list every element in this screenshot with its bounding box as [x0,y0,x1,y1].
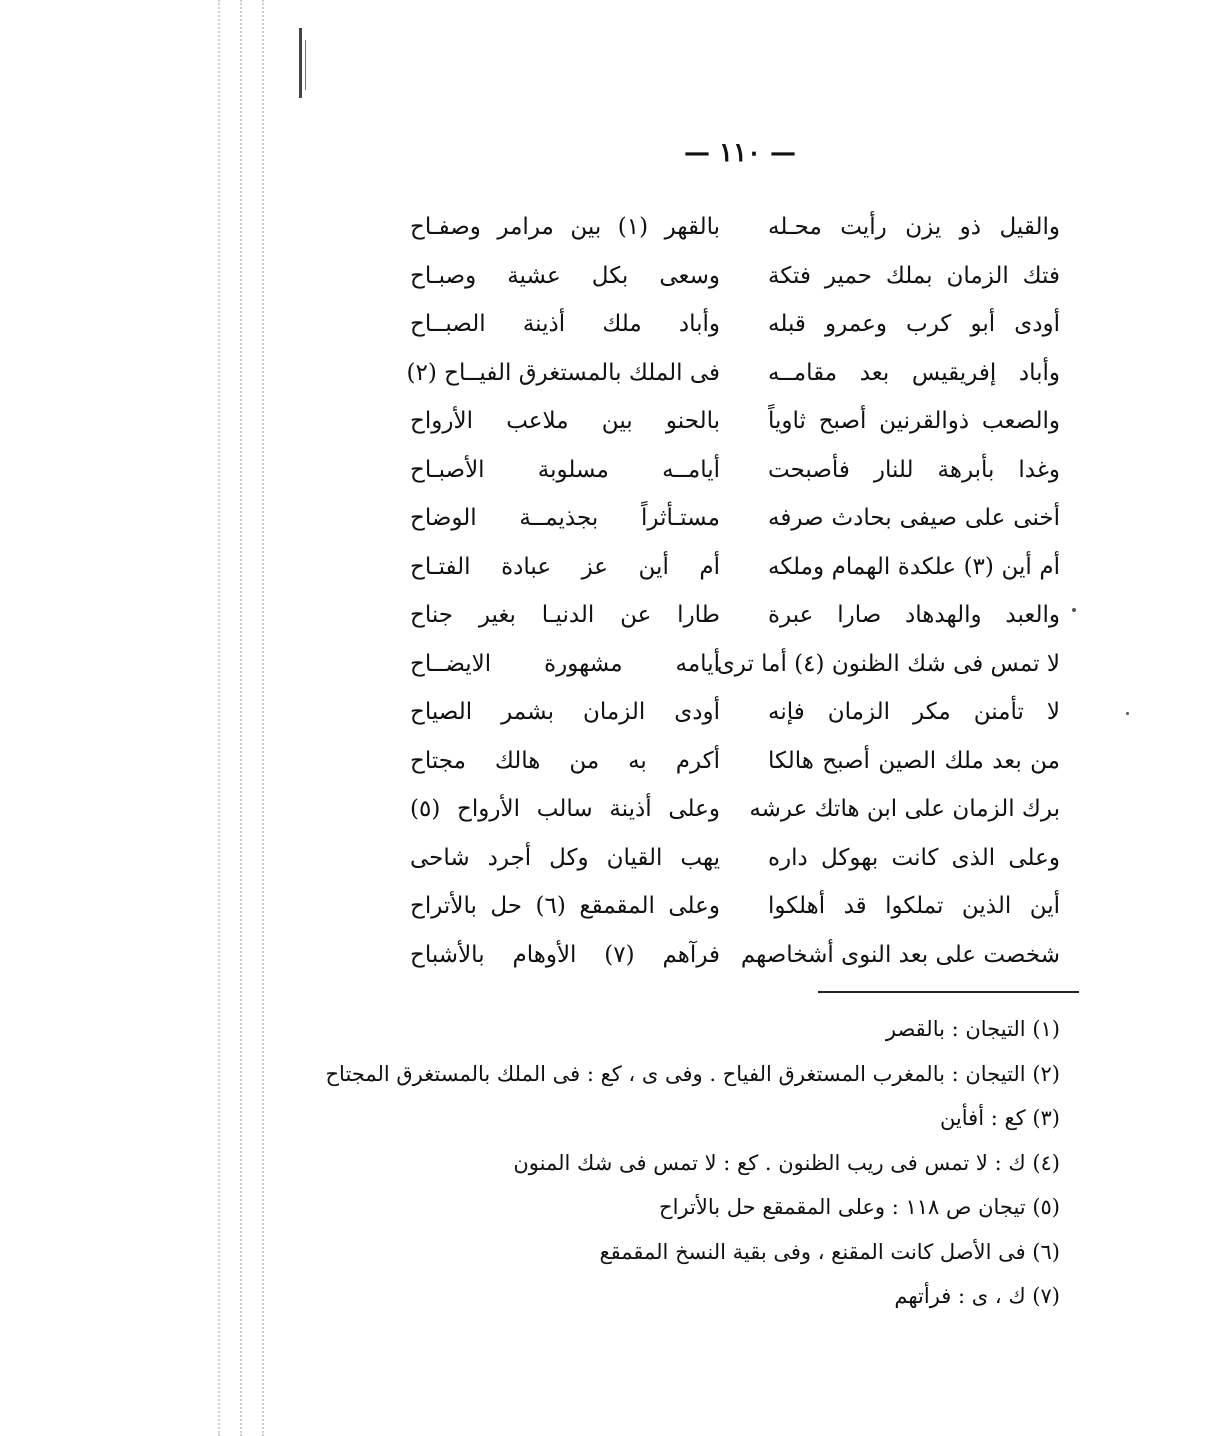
scan-edge-line [262,0,264,1436]
verse-second-hemistich: يهب القيان وكل أجرد شاحى [410,844,720,871]
footnote: (٧) ك ، ى : فرأتهم [894,1284,1060,1308]
footnotes [325,1010,1060,1322]
poem [406,203,1061,979]
footnote: (١) التيجان : بالقصر [885,1017,1060,1041]
verse-second-hemistich: أيامه مشهورة الايضــاح [410,650,720,677]
scan-speck [1072,608,1076,612]
verse [410,203,1060,252]
verse-first-hemistich: فتك الزمان بملك حمير فتكة [768,262,1060,289]
verse-first-hemistich: والعبد والهدهاد صارا عبرة [768,602,1060,629]
verse-first-hemistich: لا تمس فى شك الظنون (٤) أما ترى [716,650,1060,677]
verse-second-hemistich: فرآهم (٧) الأوهام بالأشباح [410,941,721,968]
verse [410,737,1060,786]
verse-second-hemistich: وسعى بكل عشية وصبـاح [410,262,720,289]
verse-second-hemistich: أم أين عز عبادة الفتـاح [410,553,720,580]
verse [410,688,1060,737]
verse-second-hemistich: مستـأثراً بجذيمــة الوضاح [410,505,720,532]
verse [410,882,1060,931]
verse [410,252,1060,301]
verse [410,931,1060,980]
verse-second-hemistich: أيامــه مسلوبة الأصبـاح [410,456,720,483]
verse-first-hemistich: شخصت على بعد النوى أشخاصهم [740,941,1060,968]
verse-second-hemistich: بالقهر (١) بين مرامر وصفـاح [410,214,720,241]
footnote: (٢) التيجان : بالمغرب المستغرق الفياح . وفى ى ، كع : فى الملك بالمستغرق المجتاح [325,1061,1060,1086]
verse-first-hemistich: والصعب ذوالقرنين أصبح ثاوياً [768,408,1060,435]
scan-edge-line [240,0,242,1436]
verse-first-hemistich: أين الذين تملكوا قد أهلكوا [768,893,1060,920]
verse [410,446,1060,495]
verse-second-hemistich: وأباد ملك أذينة الصبــاح [410,311,720,338]
verse [410,785,1060,834]
verse-second-hemistich: طارا عن الدنيـا بغير جناح [410,602,720,629]
scan-edge-line [218,0,220,1436]
footnote: (٦) فى الأصل كانت المقنع ، وفى بقية النسخ المقمقع [599,1239,1060,1264]
scan-binding-mark [305,40,306,90]
verse-first-hemistich: برك الزمان على ابن هاتك عرشه [749,796,1060,823]
verse [410,494,1060,543]
verse-second-hemistich: أودى الزمان بشمر الصياح [410,699,720,726]
verse [410,543,1060,592]
verse [410,591,1060,640]
verse-second-hemistich: وعلى أذينة سالب الأرواح (٥) [410,796,720,823]
verse-second-hemistich: أكرم به من هالك مجتاح [410,747,720,774]
footnote: (٣) كع : أفأين [939,1106,1060,1130]
verse [410,834,1060,883]
verse-first-hemistich: والقيل ذو يزن رأيت محـله [768,214,1060,241]
verse [410,300,1060,349]
verse-first-hemistich: أم أين (٣) علكدة الهمام وملكه [768,553,1061,580]
footnote-separator [818,991,1079,993]
scan-binding-mark [299,28,302,98]
verse-first-hemistich: وغدا بأبرهة للنار فأصبحت [768,456,1060,483]
verse-second-hemistich: وعلى المقمقع (٦) حل بالأتراح [410,893,721,920]
verse-first-hemistich: وعلى الذى كانت بهوكل داره [768,844,1060,871]
footnote: (٥) تيجان ص ١١٨ : وعلى المقمقع حل بالأتراح [659,1195,1060,1219]
verse-first-hemistich: لا تأمنن مكر الزمان فإنه [768,699,1060,726]
verse-first-hemistich: وأباد إفريقيس بعد مقامــه [768,359,1060,386]
verse [410,640,1060,689]
verse-first-hemistich: أخنى على صيفى بحادث صرفه [768,505,1060,532]
footnote: (٤) ك : لا تمس فى ريب الظنون . كع : لا تمس فى شك المنون [513,1150,1060,1175]
verse-second-hemistich: بالحنو بين ملاعب الأرواح [410,408,720,435]
verse [406,349,1060,398]
verse-second-hemistich: فى الملك بالمستغرق الفيــاح (٢) [406,359,720,386]
verse-first-hemistich: أودى أبو كرب وعمرو قبله [768,311,1060,338]
page-number: — ١١٠ — [683,138,797,168]
verse [410,397,1060,446]
verse-first-hemistich: من بعد ملك الصين أصبح هالكا [768,747,1060,774]
scan-speck [1126,712,1129,715]
